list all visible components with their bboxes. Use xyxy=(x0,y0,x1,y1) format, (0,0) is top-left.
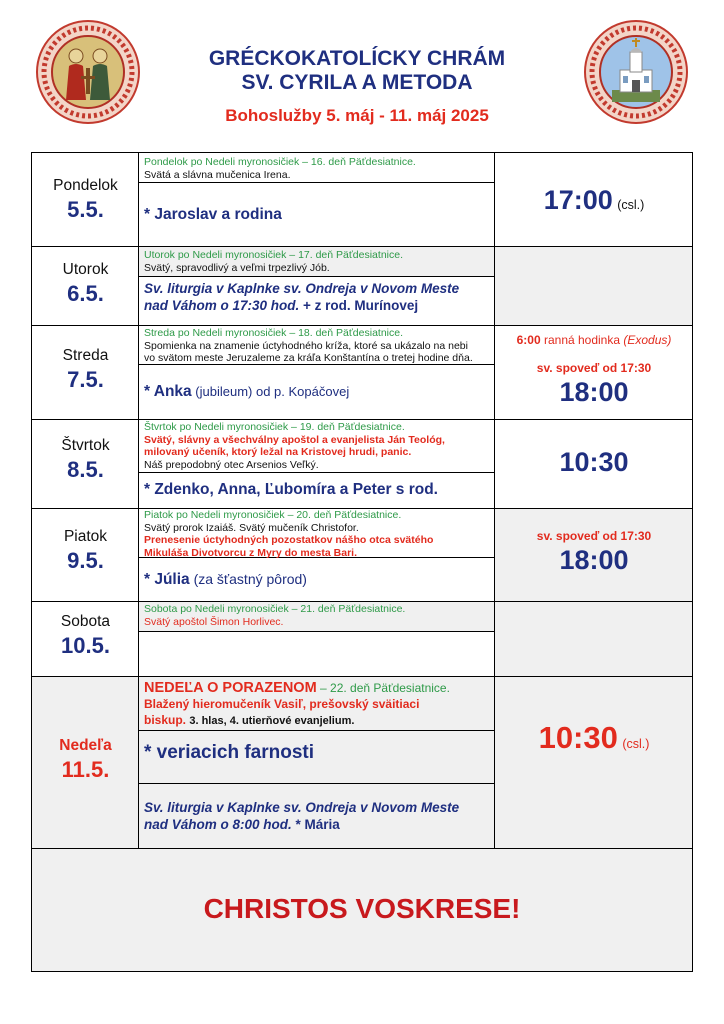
sun-tone: 3. hlas, 4. utierňové evanjelium. xyxy=(189,715,355,727)
wed-commemoration-line2: vo svätom meste Jeruzaleme za kráľa Konštantína o tretej hodine dňa. xyxy=(144,352,473,364)
sat-inner-divider xyxy=(138,631,494,632)
sun-liturgy-intention: * Mária xyxy=(295,817,340,832)
church-subtitle: SV. CYRILA A METODA xyxy=(241,71,473,94)
wed-hour-time: 6:00 xyxy=(516,333,541,347)
tue-inner-divider xyxy=(138,276,494,277)
easter-greeting: CHRISTOS VOSKRESE! xyxy=(203,893,521,924)
day-tuesday xyxy=(32,261,139,307)
row-divider-sun xyxy=(32,848,692,849)
mon-time-note: (csl.) xyxy=(617,198,645,212)
fri-intention-name: * Júlia xyxy=(144,571,190,588)
row-divider-wed xyxy=(32,419,692,420)
wed-hour-note: (Exodus) xyxy=(623,333,672,347)
sun-inner-divider-2 xyxy=(138,783,494,784)
wed-info-line: Streda po Nedeli myronosičiek – 18. deň Päťdesiatnice. xyxy=(144,327,404,339)
tue-liturgy-line2: nad Váhom o 17:30 hod. xyxy=(144,298,300,313)
thu-saint-line: Náš prepodobný otec Arsenios Veľký. xyxy=(144,458,319,471)
day-monday xyxy=(32,177,139,223)
row-divider-mon xyxy=(32,246,692,247)
day-wednesday xyxy=(32,347,139,393)
thu-intention: * Zdenko, Anna, Ľubomíra a Peter s rod. xyxy=(144,481,438,498)
sat-saint-line: Svätý apoštol Šimon Horlivec. xyxy=(144,615,284,628)
thu-time-value: 10:30 xyxy=(559,447,629,477)
wed-times xyxy=(495,333,693,408)
schedule-table xyxy=(31,152,693,972)
sat-time-shading xyxy=(495,602,692,677)
tue-time-shading xyxy=(495,247,692,326)
day-name: Utorok xyxy=(62,261,109,278)
mon-intention: * Jaroslav a rodina xyxy=(144,206,282,223)
sun-time-value: 10:30 xyxy=(538,720,618,755)
wed-hour xyxy=(495,333,693,347)
mon-time xyxy=(495,185,693,216)
day-sunday xyxy=(32,737,139,783)
thu-feast-line1: Svätý, slávny a všechválny apoštol a evanjelista Ján Teológ, xyxy=(144,433,445,446)
thu-inner-divider xyxy=(138,472,494,473)
wed-intention-rest: (jubileum) od p. Kopáčovej xyxy=(195,384,350,399)
day-date: 5.5. xyxy=(67,197,104,222)
sun-feast-rest: – 22. deň Päťdesiatnice. xyxy=(320,681,450,695)
sun-saint-line1: Blažený hieromučeník Vasiľ, prešovský sväitiaci xyxy=(144,697,420,711)
wed-info xyxy=(144,327,492,365)
day-date: 9.5. xyxy=(67,548,104,573)
sun-time-note: (csl.) xyxy=(622,737,650,751)
fri-info xyxy=(144,509,492,559)
fri-intention xyxy=(144,570,492,590)
wed-hour-text: ranná hodinka xyxy=(543,333,621,347)
fri-feast-line1: Prenesenie úctyhodných pozostatkov nášho otca svätého xyxy=(144,534,434,546)
mon-info-line: Pondelok po Nedeli myronosičiek – 16. deň Päťdesiatnice. xyxy=(144,156,416,168)
sun-info xyxy=(144,680,492,729)
fri-time-value: 18:00 xyxy=(559,545,629,575)
thu-info-line: Štvrtok po Nedeli myronosičiek – 19. deň Päťdesiatnice. xyxy=(144,421,405,433)
wed-commemoration-line1: Spomienka na znamenie úctyhodného kríža, ktoré sa ukázalo na nebi xyxy=(144,339,468,352)
fri-saints-line: Svätý prorok Izaiáš. Svätý mučeník Christofor. xyxy=(144,521,359,534)
day-name: Sobota xyxy=(60,613,111,630)
day-date: 6.5. xyxy=(67,281,104,306)
day-saturday xyxy=(32,613,139,659)
day-date: 10.5. xyxy=(61,633,110,658)
schedule-dates: Bohoslužby 5. máj - 11. máj 2025 xyxy=(225,106,489,125)
sun-liturgy xyxy=(144,799,492,833)
wed-intention-name: * Anka xyxy=(144,383,192,400)
fri-intention-rest: (za šťastný pôrod) xyxy=(193,571,307,587)
day-date: 7.5. xyxy=(67,367,104,392)
fri-info-line: Piatok po Nedeli myronosičiek – 20. deň Päťdesiatnice. xyxy=(144,509,402,521)
day-date: 11.5. xyxy=(61,757,110,782)
mon-time-value: 17:00 xyxy=(543,185,613,215)
day-name: Streda xyxy=(62,347,109,364)
mon-saint-line: Svätá a slávna mučenica Irena. xyxy=(144,168,291,181)
fri-confession: sv. spoveď od 17:30 xyxy=(536,529,652,543)
fri-feast-line2: Mikuláša Divotvorcu z Myry do mesta Bari. xyxy=(144,546,357,559)
sun-inner-divider-1 xyxy=(138,730,494,731)
row-divider-sat xyxy=(32,676,692,677)
church-title: GRÉCKOKATOLÍCKY CHRÁM xyxy=(208,47,506,70)
sun-liturgy-line1: Sv. liturgia v Kaplnke sv. Ondreja v Novom Meste xyxy=(144,800,460,815)
day-friday xyxy=(32,528,139,574)
tue-liturgy-line1: Sv. liturgia v Kaplnke sv. Ondreja v Novom Meste xyxy=(144,281,460,296)
day-name: Štvrtok xyxy=(61,437,110,454)
tue-liturgy-intention: + z rod. Murínovej xyxy=(303,298,419,313)
sat-info xyxy=(144,603,492,628)
church-building-icon xyxy=(584,20,688,124)
sun-saint-line2: biskup. xyxy=(144,713,187,727)
sat-info-line: Sobota po Nedeli myronosičiek – 21. deň Päťdesiatnice. xyxy=(144,603,406,615)
saints-cyril-methodius-icon xyxy=(36,20,140,124)
sun-intention: * veriacich farnosti xyxy=(144,742,315,763)
mon-inner-divider xyxy=(138,182,494,183)
tue-info-line: Utorok po Nedeli myronosičiek – 17. deň Päťdesiatnice. xyxy=(144,249,403,261)
tue-liturgy xyxy=(144,280,492,314)
row-divider-tue xyxy=(32,325,692,326)
day-thursday xyxy=(32,437,139,483)
tue-saint-line: Svätý, spravodlivý a veľmi trpezlivý Jób. xyxy=(144,261,330,274)
wed-time-value: 18:00 xyxy=(559,377,629,407)
day-name: Pondelok xyxy=(53,177,118,194)
fri-times xyxy=(495,529,693,576)
row-divider-fri xyxy=(32,601,692,602)
thu-time xyxy=(495,447,693,478)
thu-info xyxy=(144,421,492,471)
day-name: Nedeľa xyxy=(59,737,112,754)
sun-feast-title: NEDEĽA O PORAZENOM xyxy=(144,680,317,696)
sun-time xyxy=(495,720,693,756)
thu-feast-line2: milovaný učeník, ktorý ležal na Kristovej hrudi, panic. xyxy=(144,446,412,458)
mon-info xyxy=(144,156,492,181)
day-date: 8.5. xyxy=(67,457,104,482)
wed-confession: sv. spoveď od 17:30 xyxy=(536,361,652,375)
day-name: Piatok xyxy=(63,528,108,545)
wed-intention xyxy=(144,382,492,402)
sun-liturgy-line2: nad Váhom o 8:00 hod. xyxy=(144,817,292,832)
tue-info xyxy=(144,249,492,274)
